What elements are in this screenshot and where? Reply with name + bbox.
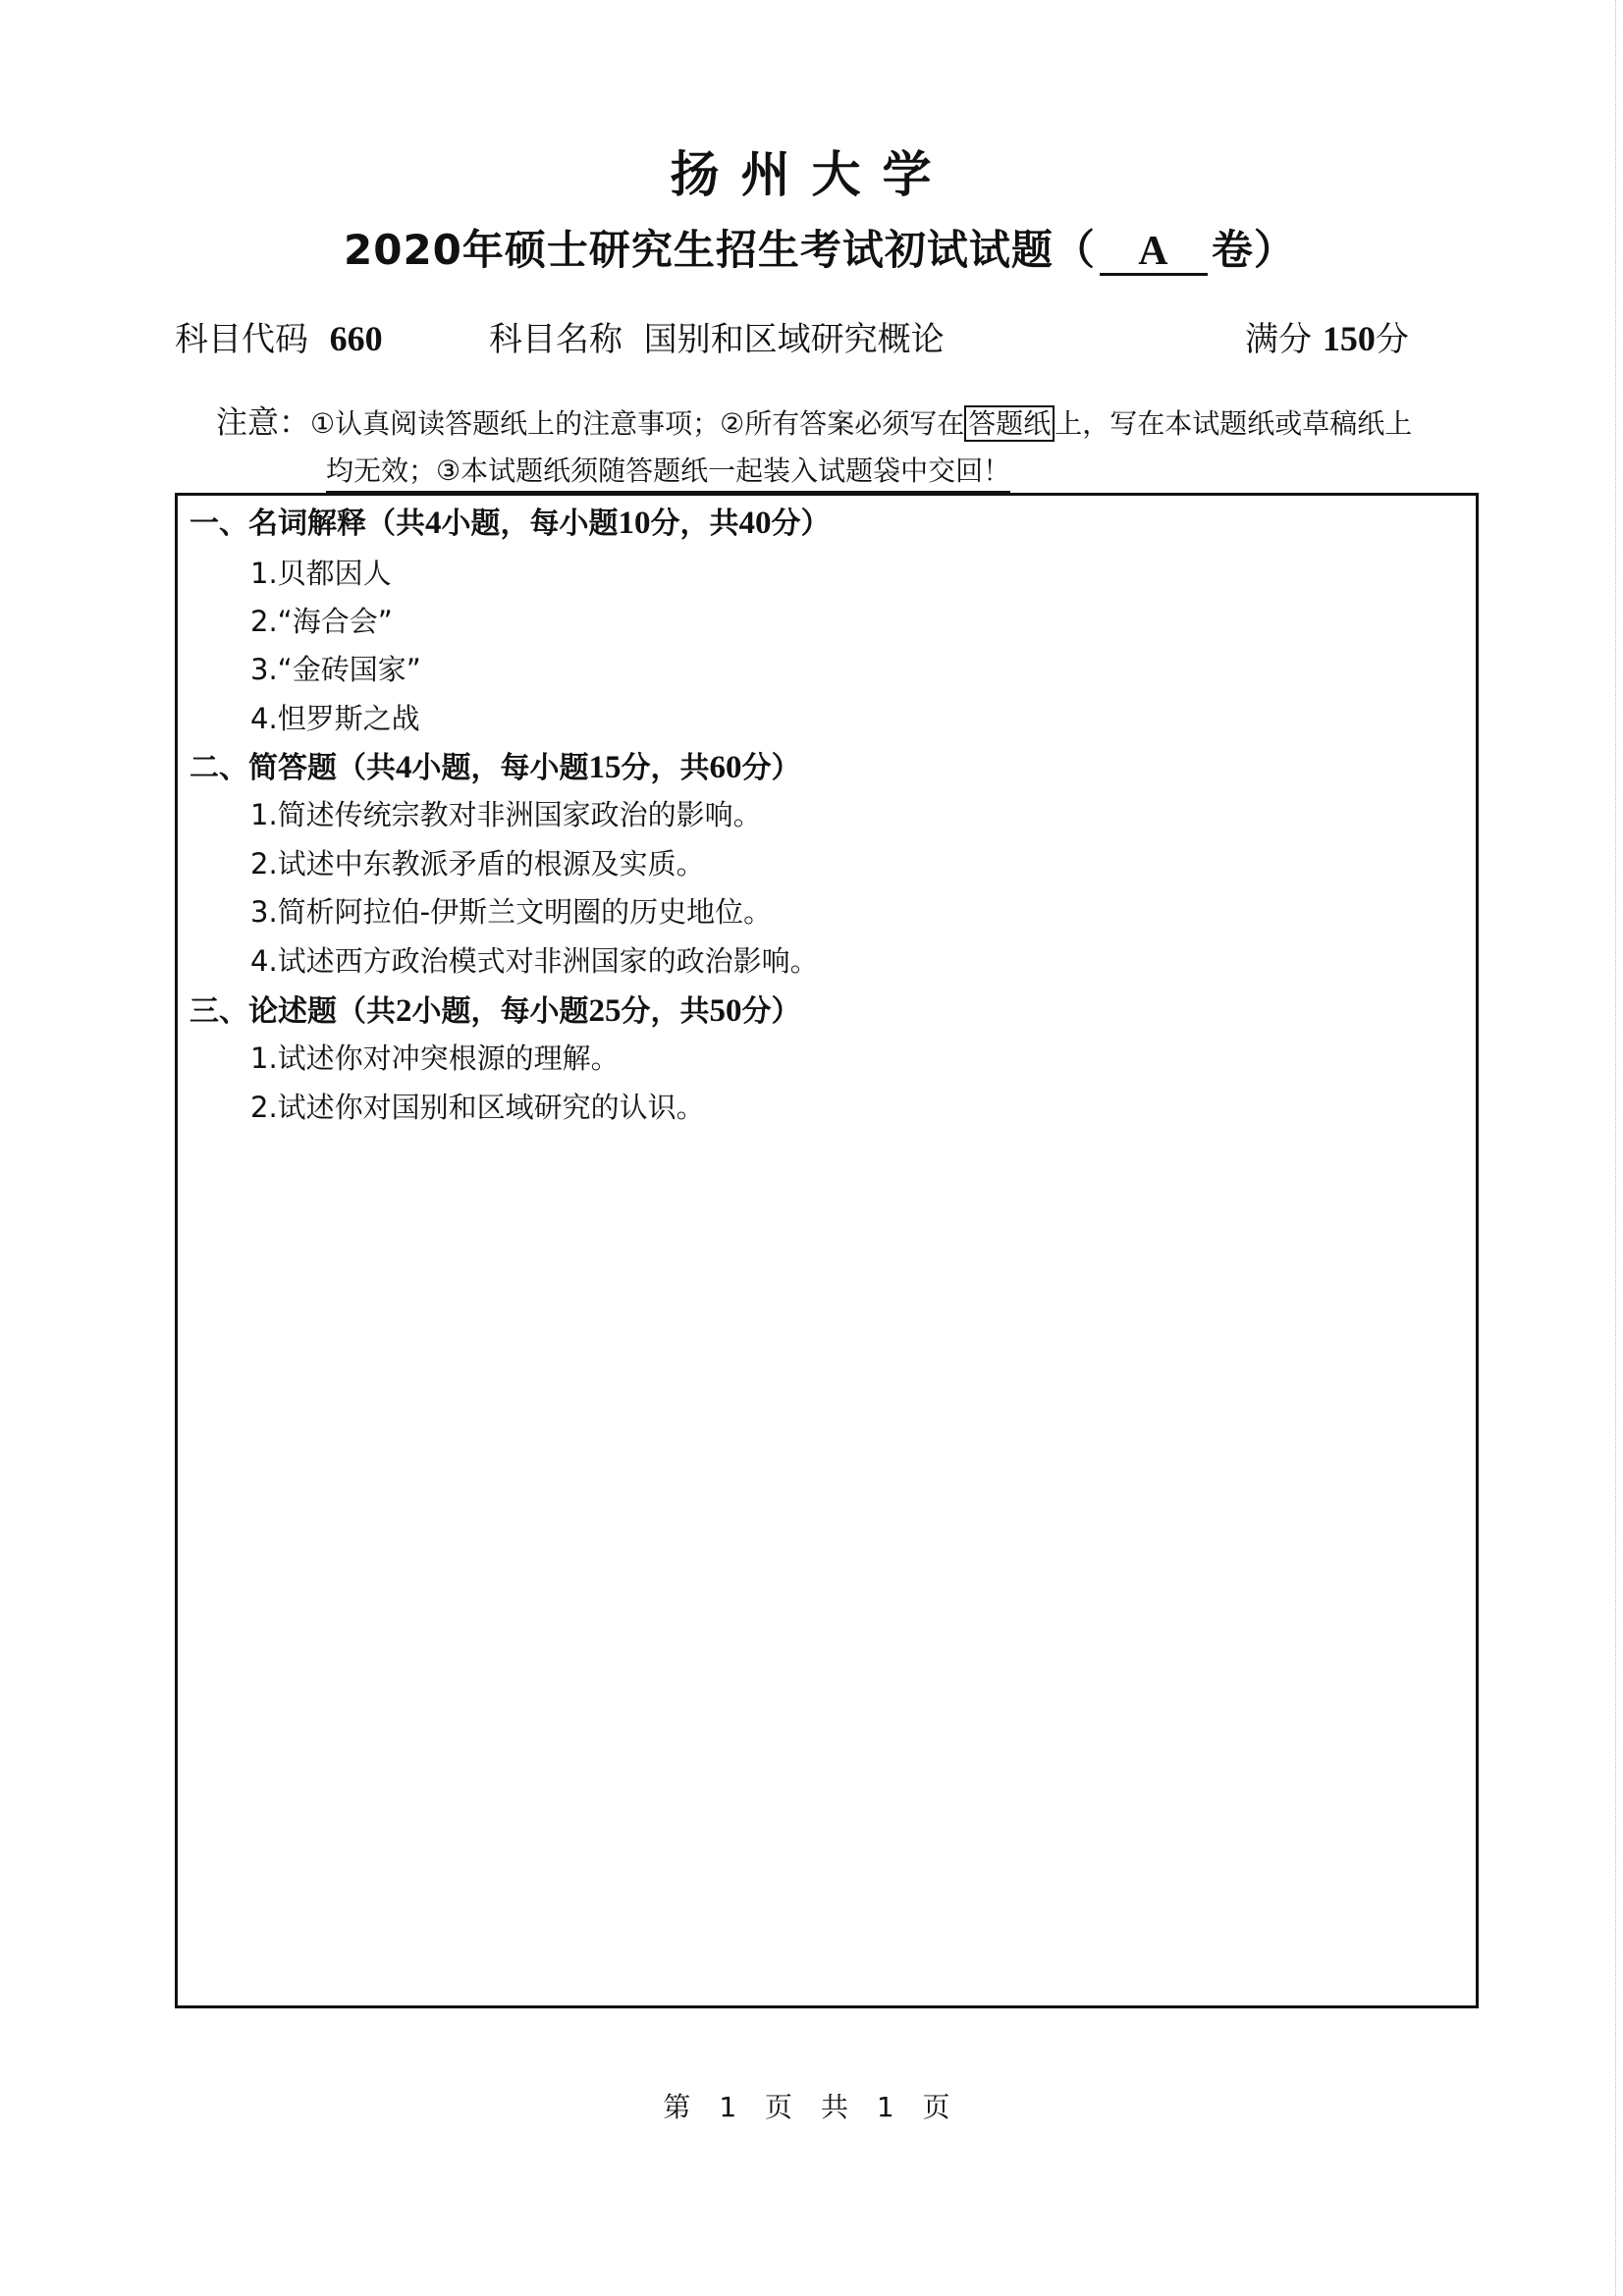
- points-total: 50: [709, 993, 742, 1029]
- heading-mid: 小题，每小题: [441, 507, 619, 541]
- subject-code-value: 660: [329, 319, 383, 358]
- page-number: 第 1 页 共 1 页: [663, 2091, 960, 2123]
- notice-text-b: 上，写在本试题纸或草稿纸上: [1055, 407, 1413, 440]
- subject-name-label: 科目名称: [489, 320, 622, 359]
- notice-text-a: ①认真阅读答题纸上的注意事项；②所有答案必须写在: [310, 407, 965, 440]
- question-item: 2.试述你对国别和区域研究的认识。: [250, 1091, 705, 1124]
- heading-prefix: 三、论述题（共: [189, 994, 396, 1029]
- paper-version: A: [1100, 230, 1208, 276]
- full-score-value: 150: [1322, 319, 1376, 358]
- heading-mid: 分，共: [621, 994, 710, 1029]
- points-total: 60: [709, 750, 742, 785]
- question-item: 1.贝都因人: [250, 557, 392, 590]
- exam-title: [344, 218, 1296, 277]
- notice-line-1: [216, 398, 1412, 443]
- heading-mid: 分，共: [621, 751, 710, 785]
- subject-name-value: 国别和区域研究概论: [643, 320, 945, 359]
- university-name: 扬州大学: [670, 146, 953, 203]
- points-each: 10: [618, 506, 651, 541]
- question-item: 3.简析阿拉伯-伊斯兰文明圈的历史地位。: [250, 895, 773, 929]
- subject-code: [175, 312, 383, 360]
- exam-title-prefix: 2020年硕士研究生招生考试初试试题（: [344, 226, 1096, 274]
- answer-sheet-boxed: 答题纸: [964, 405, 1055, 442]
- question-item: 2.试述中东教派矛盾的根源及实质。: [250, 847, 705, 881]
- section-heading-3: [189, 987, 801, 1030]
- scan-edge: [1615, 0, 1616, 2296]
- question-item: 1.试述你对冲突根源的理解。: [250, 1041, 620, 1075]
- question-item: 2.“海合会”: [250, 605, 393, 638]
- question-item: 1.简述传统宗教对非洲国家政治的影响。: [250, 798, 762, 831]
- question-count: 4: [396, 750, 412, 785]
- question-count: 4: [425, 506, 442, 541]
- question-item: 4.试述西方政治模式对非洲国家的政治影响。: [250, 944, 819, 978]
- subject-name: [489, 312, 945, 360]
- section-heading-1: [189, 499, 831, 542]
- heading-suffix: 分）: [741, 994, 801, 1029]
- exam-title-suffix: 卷）: [1211, 226, 1296, 274]
- full-score-unit: 分: [1375, 320, 1409, 359]
- heading-suffix: 分）: [771, 507, 831, 541]
- heading-mid: 小题，每小题: [411, 751, 589, 785]
- question-item: 3.“金砖国家”: [250, 653, 421, 686]
- heading-prefix: 二、简答题（共: [189, 751, 396, 785]
- heading-suffix: 分）: [741, 751, 801, 785]
- notice-label: 注意：: [216, 403, 311, 441]
- heading-mid: 分，共: [650, 507, 739, 541]
- question-count: 2: [396, 993, 412, 1029]
- question-item: 4.怛罗斯之战: [250, 702, 420, 735]
- points-each: 15: [588, 750, 622, 785]
- points-each: 25: [588, 993, 622, 1029]
- notice-line-2: 均无效；③本试题纸须随答题纸一起装入试题袋中交回！: [326, 450, 1010, 493]
- full-score-label: 满分: [1245, 320, 1312, 359]
- section-heading-2: [189, 743, 801, 786]
- full-score: [1245, 312, 1409, 360]
- subject-code-label: 科目代码: [175, 320, 308, 359]
- heading-mid: 小题，每小题: [411, 994, 589, 1029]
- points-total: 40: [738, 506, 772, 541]
- heading-prefix: 一、名词解释（共: [189, 507, 425, 541]
